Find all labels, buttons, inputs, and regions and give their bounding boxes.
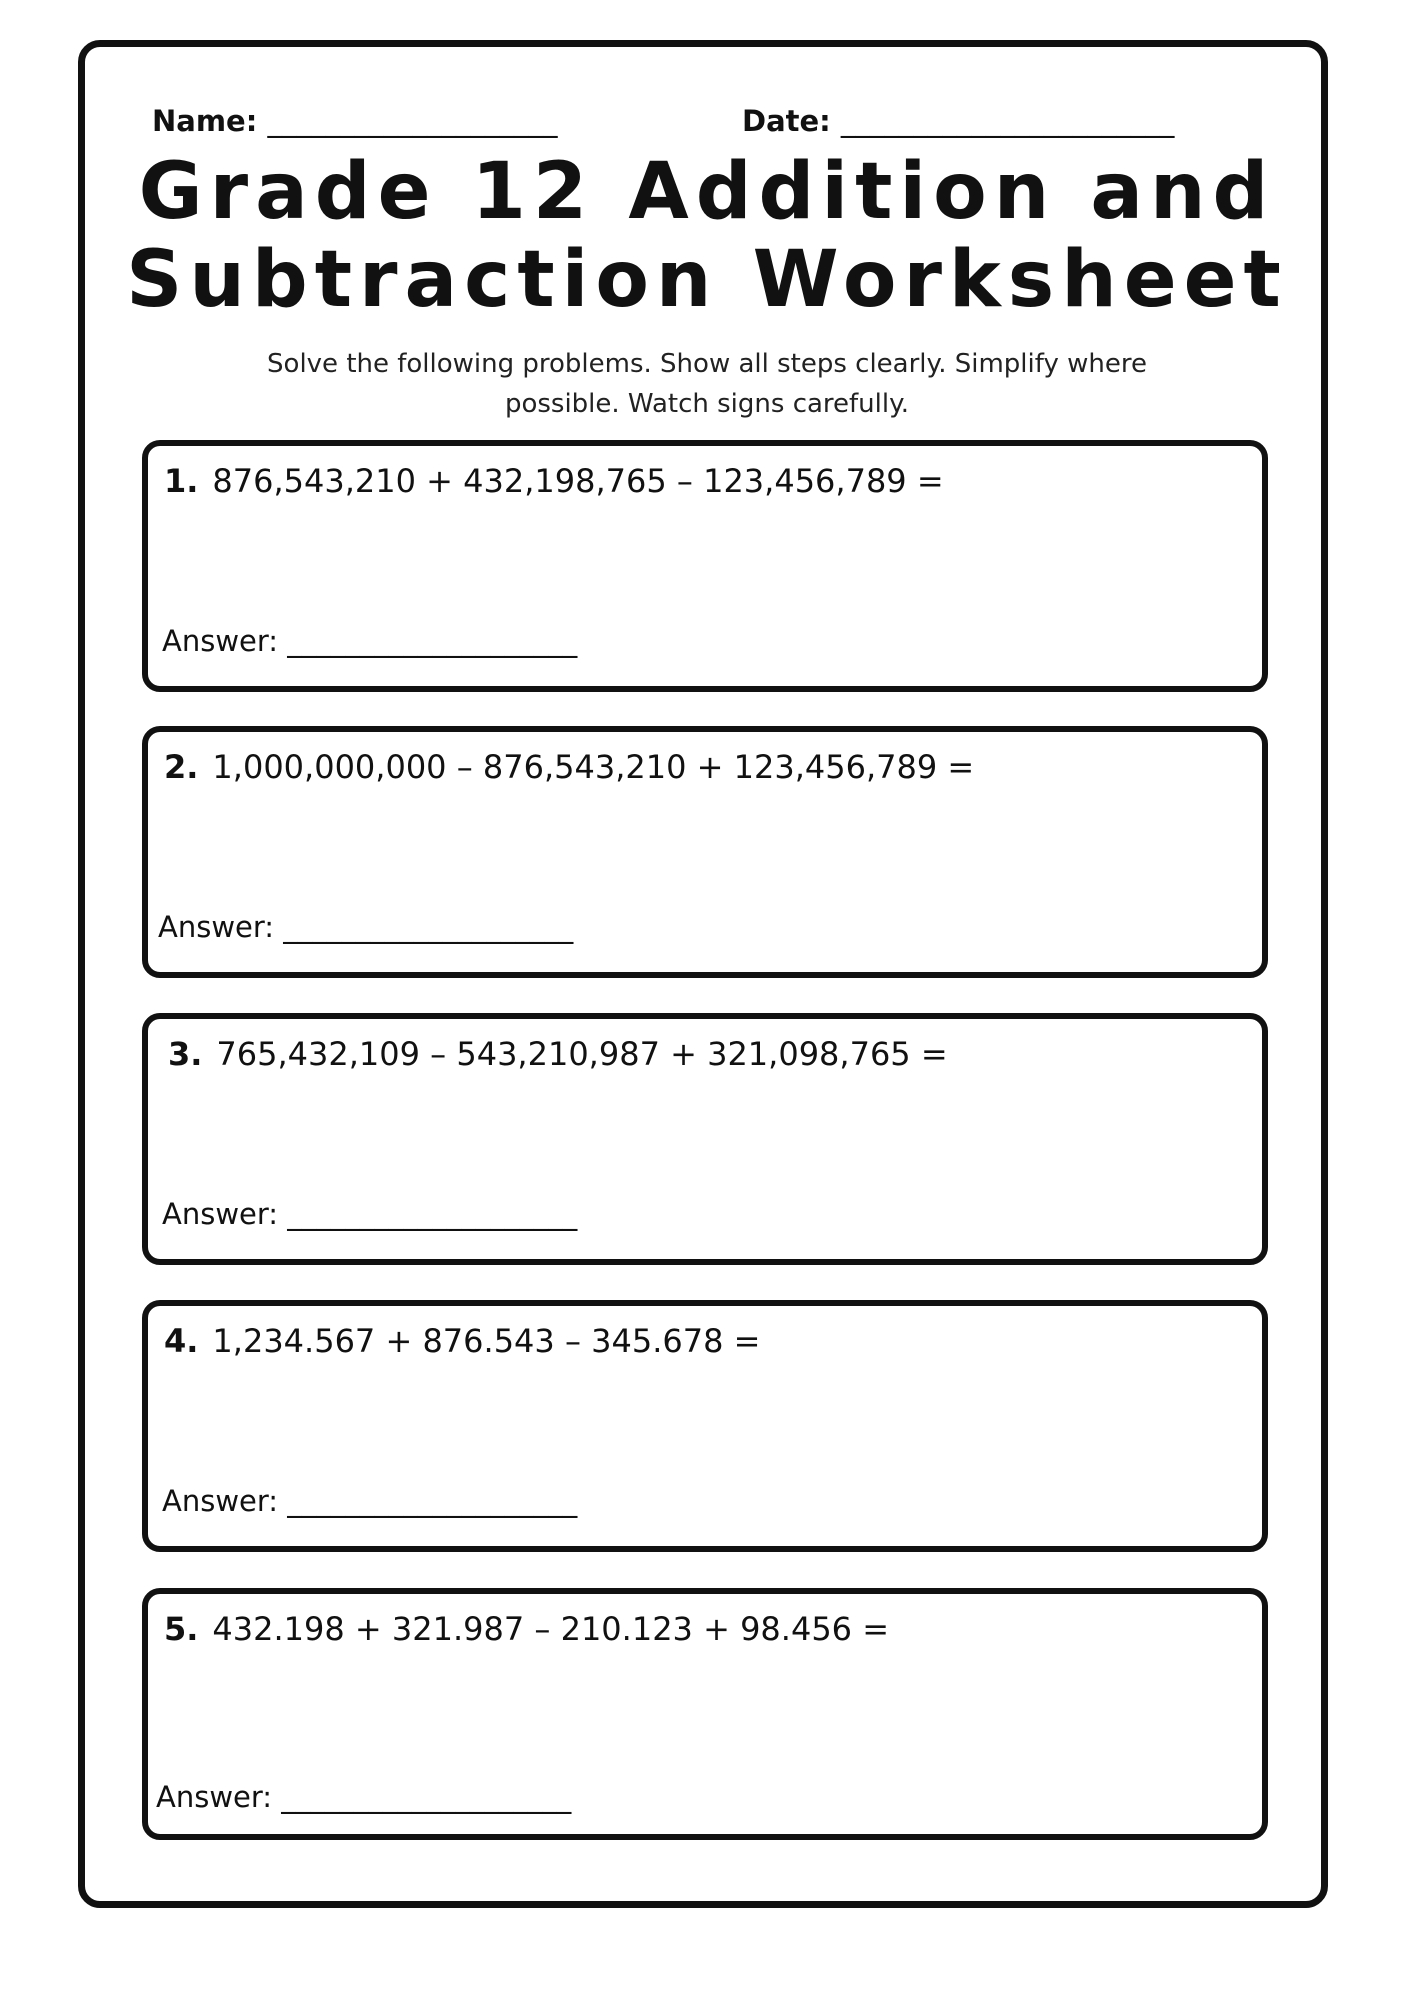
problem-5	[164, 1610, 889, 1648]
problem-expression: 432.198 + 321.987 – 210.123 + 98.456 =	[212, 1610, 890, 1648]
instructions-line-2: possible. Watch signs carefully.	[504, 389, 910, 419]
problem-4	[164, 1322, 760, 1360]
problem-number: 2.	[164, 748, 199, 786]
problem-1	[164, 462, 944, 500]
problem-expression: 765,432,109 – 543,210,987 + 321,098,765 =	[216, 1035, 948, 1073]
problem-number: 3.	[168, 1035, 203, 1073]
problem-expression: 876,543,210 + 432,198,765 – 123,456,789 =	[212, 462, 944, 500]
problem-number: 5.	[164, 1610, 199, 1648]
date-label: Date:	[742, 104, 831, 138]
problem-box-4	[142, 1300, 1268, 1552]
problem-number: 1.	[164, 462, 199, 500]
answer-field-3[interactable]: Answer: ____________________	[162, 1197, 578, 1231]
answer-field-5[interactable]: Answer: ____________________	[156, 1780, 572, 1814]
problem-expression: 1,234.567 + 876.543 – 345.678 =	[212, 1322, 761, 1360]
answer-field-1[interactable]: Answer: ____________________	[162, 624, 578, 658]
problem-box-3	[142, 1013, 1268, 1265]
title-line-1: Grade 12 Addition and	[138, 147, 1276, 237]
problem-2	[164, 748, 974, 786]
answer-field-2[interactable]: Answer: ____________________	[158, 910, 574, 944]
problem-box-2	[142, 726, 1268, 978]
name-label: Name:	[152, 104, 258, 138]
name-blank[interactable]: ____________________	[267, 104, 558, 138]
worksheet-title	[100, 148, 1314, 324]
date-blank[interactable]: _______________________	[840, 104, 1175, 138]
date-field[interactable]	[742, 104, 1174, 138]
problem-expression: 1,000,000,000 – 876,543,210 + 123,456,789 =	[212, 748, 975, 786]
problem-3	[168, 1035, 948, 1073]
problem-number: 4.	[164, 1322, 199, 1360]
name-field[interactable]	[152, 104, 557, 138]
answer-field-4[interactable]: Answer: ____________________	[162, 1484, 578, 1518]
title-line-2: Subtraction Worksheet	[126, 235, 1288, 325]
problem-box-5	[142, 1588, 1268, 1840]
instructions-line-1: Solve the following problems. Show all steps clearly. Simplify where	[267, 349, 1147, 379]
instructions	[230, 344, 1184, 424]
problem-box-1	[142, 440, 1268, 692]
